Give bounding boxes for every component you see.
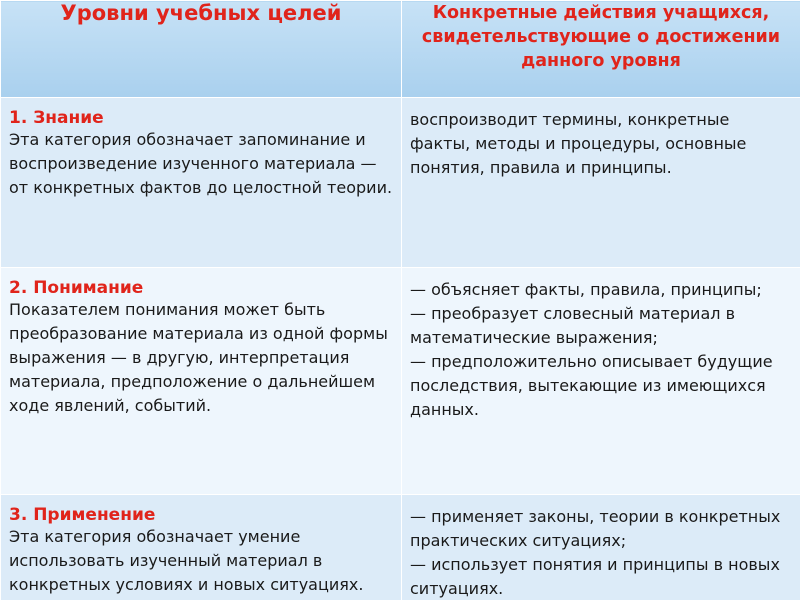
actions-text: — применяет законы, теории в конкретных практических ситуациях; — использует понятия и принципы в новых ситуациях. [410, 507, 781, 598]
actions-cell [402, 268, 800, 495]
level-description: Показателем понимания может быть преобразование материала из одной формы выражения — в другую, интерпретация материала, предположение о дальнейшем ходе явлений, событий. [9, 300, 388, 415]
actions-text: — объясняет факты, правила, принципы; — преобразует словесный материал в математические выражения; — предположительно описывает будущие последствия, вытекающие из имеющихся данных. [410, 280, 773, 419]
actions-cell [402, 495, 800, 600]
actions-text: воспроизводит термины, конкретные факты, методы и процедуры, основные понятия, правила и принципы. [410, 110, 747, 177]
table-row [1, 268, 800, 495]
level-title: 3. Применение [9, 505, 156, 525]
level-cell [1, 98, 402, 268]
header-levels: Уровни учебных целей [1, 1, 402, 98]
table-header-row [1, 1, 800, 98]
level-description: Эта категория обозначает умение использовать изученный материал в конкретных условиях и новых ситуациях. [9, 527, 364, 594]
actions-cell [402, 98, 800, 268]
level-cell [1, 268, 402, 495]
level-title: 2. Понимание [9, 278, 144, 298]
table-row [1, 98, 800, 268]
table-row [1, 495, 800, 600]
level-cell [1, 495, 402, 600]
header-actions: Конкретные действия учащихся, свидетельствующие о достижении данного уровня [402, 1, 800, 98]
level-description: Эта категория обозначает запоминание и воспроизведение изученного материала — от конкретных фактов до целостной теории. [9, 130, 393, 197]
level-title: 1. Знание [9, 108, 104, 128]
